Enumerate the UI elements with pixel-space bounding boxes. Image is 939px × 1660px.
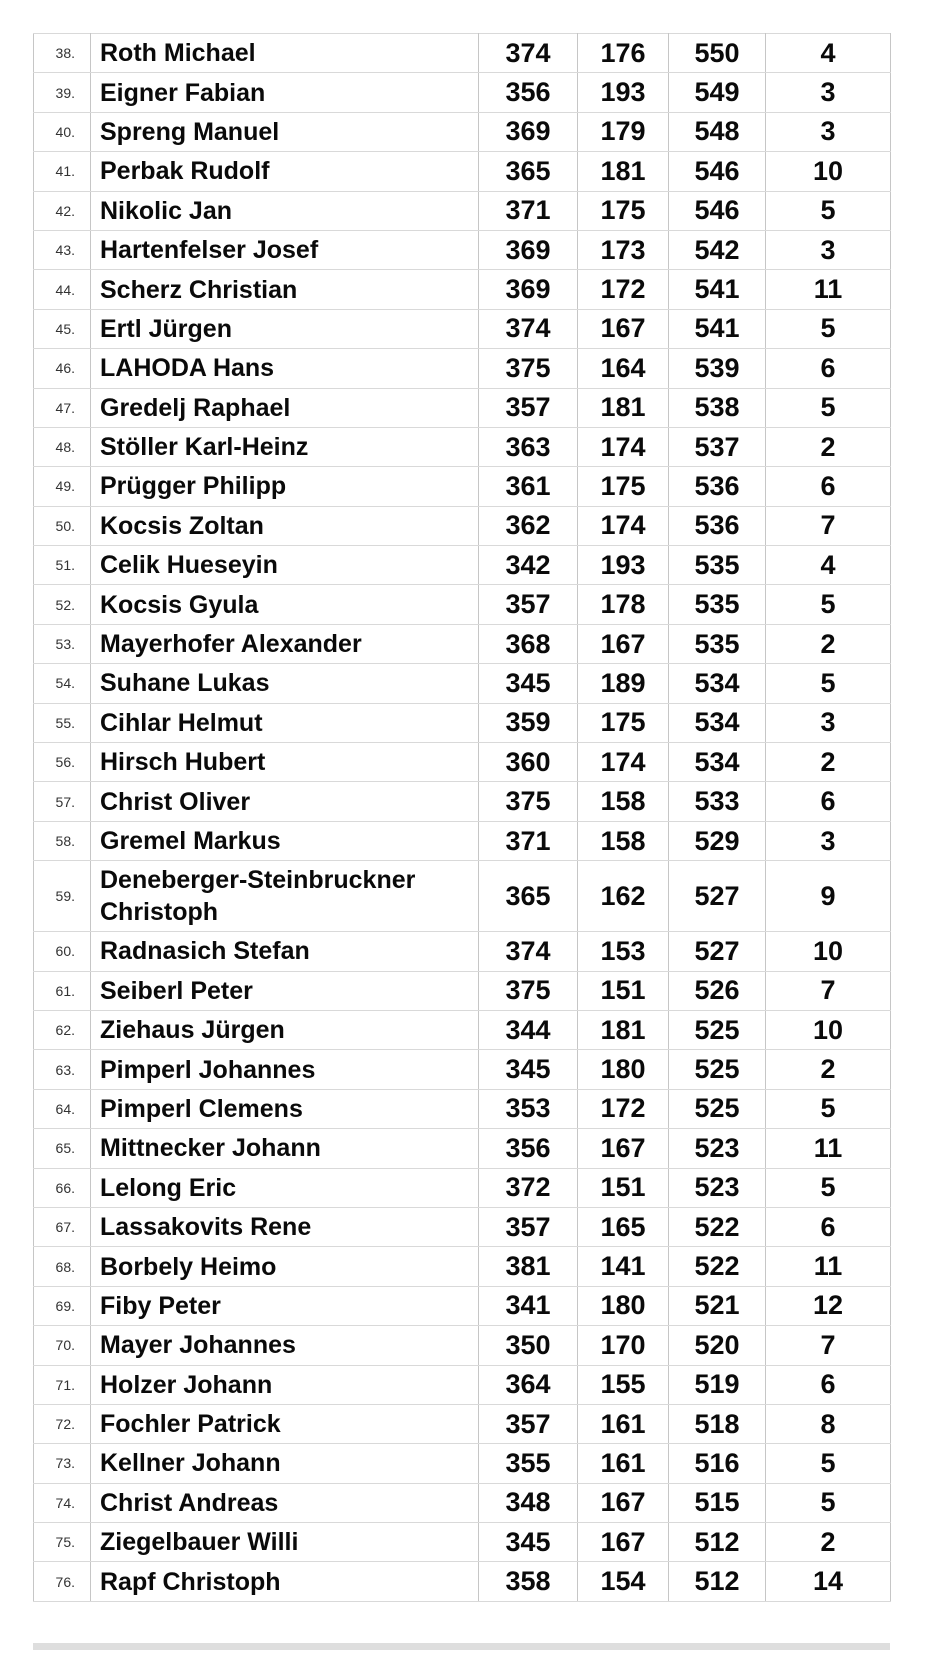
total-cell: 523: [669, 1129, 766, 1168]
score1-cell: 345: [479, 1523, 578, 1562]
table-row: [34, 1286, 891, 1325]
name-cell: Gremel Markus: [91, 821, 479, 860]
total-cell: 529: [669, 821, 766, 860]
rank-cell: 42.: [34, 191, 91, 230]
rank-cell: 55.: [34, 703, 91, 742]
name-cell: Deneberger-Steinbruckner Christoph: [91, 861, 479, 932]
table-row: [34, 1404, 891, 1443]
score1-cell: 375: [479, 971, 578, 1010]
name-cell: Mayerhofer Alexander: [91, 624, 479, 663]
score1-cell: 361: [479, 467, 578, 506]
table-row: [34, 1523, 891, 1562]
total-cell: 521: [669, 1286, 766, 1325]
score2-cell: 162: [578, 861, 669, 932]
cut-off-next-row: [33, 1643, 890, 1650]
rank-cell: 66.: [34, 1168, 91, 1207]
points-cell: 2: [766, 624, 891, 663]
table-row: [34, 506, 891, 545]
score1-cell: 365: [479, 152, 578, 191]
total-cell: 549: [669, 73, 766, 112]
points-cell: 5: [766, 1483, 891, 1522]
total-cell: 537: [669, 427, 766, 466]
rank-cell: 60.: [34, 932, 91, 971]
score1-cell: 358: [479, 1562, 578, 1601]
table-row: [34, 1483, 891, 1522]
points-cell: 6: [766, 1207, 891, 1246]
points-cell: 11: [766, 1129, 891, 1168]
name-cell: Eigner Fabian: [91, 73, 479, 112]
points-cell: 6: [766, 467, 891, 506]
score2-cell: 155: [578, 1365, 669, 1404]
points-cell: 3: [766, 821, 891, 860]
table-row: [34, 1207, 891, 1246]
rank-cell: 43.: [34, 230, 91, 269]
total-cell: 548: [669, 112, 766, 151]
table-row: [34, 34, 891, 73]
name-cell: Roth Michael: [91, 34, 479, 73]
rank-cell: 38.: [34, 34, 91, 73]
points-cell: 2: [766, 1523, 891, 1562]
score1-cell: 350: [479, 1326, 578, 1365]
score2-cell: 176: [578, 34, 669, 73]
score1-cell: 375: [479, 782, 578, 821]
total-cell: 538: [669, 388, 766, 427]
table-row: [34, 1365, 891, 1404]
name-cell: Ertl Jürgen: [91, 309, 479, 348]
name-cell: Radnasich Stefan: [91, 932, 479, 971]
rank-cell: 74.: [34, 1483, 91, 1522]
table-row: [34, 309, 891, 348]
name-cell: Kellner Johann: [91, 1444, 479, 1483]
score2-cell: 151: [578, 971, 669, 1010]
score2-cell: 170: [578, 1326, 669, 1365]
points-cell: 2: [766, 743, 891, 782]
score2-cell: 173: [578, 230, 669, 269]
table-row: [34, 230, 891, 269]
total-cell: 541: [669, 270, 766, 309]
rank-cell: 72.: [34, 1404, 91, 1443]
name-cell: Scherz Christian: [91, 270, 479, 309]
score1-cell: 368: [479, 624, 578, 663]
table-row: [34, 664, 891, 703]
score2-cell: 161: [578, 1404, 669, 1443]
score1-cell: 356: [479, 1129, 578, 1168]
table-row: [34, 152, 891, 191]
name-cell: Ziehaus Jürgen: [91, 1010, 479, 1049]
name-cell: Gredelj Raphael: [91, 388, 479, 427]
score1-cell: 342: [479, 546, 578, 585]
score2-cell: 153: [578, 932, 669, 971]
score2-cell: 193: [578, 546, 669, 585]
score1-cell: 374: [479, 932, 578, 971]
score2-cell: 175: [578, 703, 669, 742]
score1-cell: 360: [479, 743, 578, 782]
table-row: [34, 349, 891, 388]
score1-cell: 364: [479, 1365, 578, 1404]
score2-cell: 174: [578, 506, 669, 545]
score1-cell: 374: [479, 309, 578, 348]
total-cell: 533: [669, 782, 766, 821]
rank-cell: 59.: [34, 861, 91, 932]
name-cell: Stöller Karl-Heinz: [91, 427, 479, 466]
table-row: [34, 546, 891, 585]
rank-cell: 62.: [34, 1010, 91, 1049]
score1-cell: 369: [479, 270, 578, 309]
total-cell: 535: [669, 585, 766, 624]
total-cell: 546: [669, 152, 766, 191]
score1-cell: 344: [479, 1010, 578, 1049]
points-cell: 5: [766, 191, 891, 230]
rank-cell: 53.: [34, 624, 91, 663]
name-cell: Pimperl Clemens: [91, 1089, 479, 1128]
score1-cell: 345: [479, 664, 578, 703]
total-cell: 527: [669, 861, 766, 932]
rank-cell: 49.: [34, 467, 91, 506]
table-row: [34, 1247, 891, 1286]
results-table: [33, 33, 891, 1602]
total-cell: 546: [669, 191, 766, 230]
table-row: [34, 743, 891, 782]
score1-cell: 357: [479, 388, 578, 427]
rank-cell: 70.: [34, 1326, 91, 1365]
table-row: [34, 1562, 891, 1601]
total-cell: 534: [669, 743, 766, 782]
rank-cell: 39.: [34, 73, 91, 112]
total-cell: 542: [669, 230, 766, 269]
name-cell: Lassakovits Rene: [91, 1207, 479, 1246]
total-cell: 525: [669, 1089, 766, 1128]
name-cell: Borbely Heimo: [91, 1247, 479, 1286]
points-cell: 4: [766, 34, 891, 73]
score2-cell: 181: [578, 388, 669, 427]
name-cell: Celik Hueseyin: [91, 546, 479, 585]
table-row: [34, 624, 891, 663]
points-cell: 3: [766, 112, 891, 151]
score2-cell: 165: [578, 1207, 669, 1246]
score1-cell: 345: [479, 1050, 578, 1089]
score2-cell: 174: [578, 743, 669, 782]
score1-cell: 356: [479, 73, 578, 112]
score2-cell: 175: [578, 191, 669, 230]
results-table-body: [34, 34, 891, 1602]
table-row: [34, 1168, 891, 1207]
total-cell: 526: [669, 971, 766, 1010]
total-cell: 523: [669, 1168, 766, 1207]
table-row: [34, 821, 891, 860]
score1-cell: 369: [479, 112, 578, 151]
total-cell: 527: [669, 932, 766, 971]
score2-cell: 193: [578, 73, 669, 112]
rank-cell: 47.: [34, 388, 91, 427]
points-cell: 7: [766, 971, 891, 1010]
rank-cell: 76.: [34, 1562, 91, 1601]
score1-cell: 374: [479, 34, 578, 73]
table-row: [34, 585, 891, 624]
total-cell: 519: [669, 1365, 766, 1404]
table-row: [34, 270, 891, 309]
rank-cell: 63.: [34, 1050, 91, 1089]
name-cell: Nikolic Jan: [91, 191, 479, 230]
rank-cell: 65.: [34, 1129, 91, 1168]
name-cell: LAHODA Hans: [91, 349, 479, 388]
name-cell: Prügger Philipp: [91, 467, 479, 506]
rank-cell: 71.: [34, 1365, 91, 1404]
name-cell: Lelong Eric: [91, 1168, 479, 1207]
points-cell: 3: [766, 230, 891, 269]
score2-cell: 180: [578, 1050, 669, 1089]
score2-cell: 141: [578, 1247, 669, 1286]
name-cell: Cihlar Helmut: [91, 703, 479, 742]
table-row: [34, 703, 891, 742]
points-cell: 11: [766, 270, 891, 309]
score2-cell: 181: [578, 152, 669, 191]
total-cell: 520: [669, 1326, 766, 1365]
score1-cell: 355: [479, 1444, 578, 1483]
total-cell: 518: [669, 1404, 766, 1443]
name-cell: Christ Oliver: [91, 782, 479, 821]
score1-cell: 362: [479, 506, 578, 545]
score1-cell: 357: [479, 585, 578, 624]
score2-cell: 154: [578, 1562, 669, 1601]
table-row: [34, 467, 891, 506]
total-cell: 535: [669, 624, 766, 663]
score1-cell: 348: [479, 1483, 578, 1522]
rank-cell: 50.: [34, 506, 91, 545]
score2-cell: 181: [578, 1010, 669, 1049]
score2-cell: 167: [578, 1129, 669, 1168]
points-cell: 7: [766, 506, 891, 545]
name-cell: Perbak Rudolf: [91, 152, 479, 191]
total-cell: 516: [669, 1444, 766, 1483]
table-row: [34, 1326, 891, 1365]
points-cell: 5: [766, 664, 891, 703]
points-cell: 2: [766, 427, 891, 466]
rank-cell: 56.: [34, 743, 91, 782]
points-cell: 14: [766, 1562, 891, 1601]
points-cell: 10: [766, 932, 891, 971]
points-cell: 7: [766, 1326, 891, 1365]
table-row: [34, 1050, 891, 1089]
rank-cell: 75.: [34, 1523, 91, 1562]
score2-cell: 179: [578, 112, 669, 151]
points-cell: 6: [766, 349, 891, 388]
name-cell: Pimperl Johannes: [91, 1050, 479, 1089]
score2-cell: 180: [578, 1286, 669, 1325]
score2-cell: 167: [578, 1483, 669, 1522]
points-cell: 2: [766, 1050, 891, 1089]
points-cell: 10: [766, 152, 891, 191]
score1-cell: 371: [479, 191, 578, 230]
rank-cell: 45.: [34, 309, 91, 348]
table-row: [34, 112, 891, 151]
points-cell: 5: [766, 1168, 891, 1207]
name-cell: Suhane Lukas: [91, 664, 479, 703]
score1-cell: 357: [479, 1404, 578, 1443]
rank-cell: 57.: [34, 782, 91, 821]
name-cell: Spreng Manuel: [91, 112, 479, 151]
total-cell: 534: [669, 703, 766, 742]
rank-cell: 46.: [34, 349, 91, 388]
name-cell: Hartenfelser Josef: [91, 230, 479, 269]
rank-cell: 44.: [34, 270, 91, 309]
name-cell: Hirsch Hubert: [91, 743, 479, 782]
table-row: [34, 388, 891, 427]
points-cell: 12: [766, 1286, 891, 1325]
points-cell: 5: [766, 1444, 891, 1483]
rank-cell: 73.: [34, 1444, 91, 1483]
points-cell: 5: [766, 388, 891, 427]
total-cell: 525: [669, 1050, 766, 1089]
rank-cell: 58.: [34, 821, 91, 860]
total-cell: 534: [669, 664, 766, 703]
total-cell: 515: [669, 1483, 766, 1522]
name-cell: Rapf Christoph: [91, 1562, 479, 1601]
rank-cell: 51.: [34, 546, 91, 585]
rank-cell: 52.: [34, 585, 91, 624]
score1-cell: 372: [479, 1168, 578, 1207]
rank-cell: 64.: [34, 1089, 91, 1128]
name-cell: Ziegelbauer Willi: [91, 1523, 479, 1562]
name-cell: Fochler Patrick: [91, 1404, 479, 1443]
total-cell: 535: [669, 546, 766, 585]
name-cell: Kocsis Zoltan: [91, 506, 479, 545]
table-row: [34, 73, 891, 112]
score2-cell: 175: [578, 467, 669, 506]
rank-cell: 67.: [34, 1207, 91, 1246]
name-cell: Seiberl Peter: [91, 971, 479, 1010]
score1-cell: 353: [479, 1089, 578, 1128]
score1-cell: 371: [479, 821, 578, 860]
points-cell: 10: [766, 1010, 891, 1049]
total-cell: 522: [669, 1207, 766, 1246]
score2-cell: 172: [578, 270, 669, 309]
total-cell: 539: [669, 349, 766, 388]
rank-cell: 48.: [34, 427, 91, 466]
score1-cell: 357: [479, 1207, 578, 1246]
table-row: [34, 1010, 891, 1049]
total-cell: 536: [669, 467, 766, 506]
table-row: [34, 191, 891, 230]
score2-cell: 158: [578, 821, 669, 860]
name-cell: Christ Andreas: [91, 1483, 479, 1522]
total-cell: 512: [669, 1523, 766, 1562]
rank-cell: 54.: [34, 664, 91, 703]
rank-cell: 41.: [34, 152, 91, 191]
total-cell: 550: [669, 34, 766, 73]
table-row: [34, 427, 891, 466]
total-cell: 525: [669, 1010, 766, 1049]
score2-cell: 161: [578, 1444, 669, 1483]
table-row: [34, 971, 891, 1010]
score1-cell: 341: [479, 1286, 578, 1325]
points-cell: 8: [766, 1404, 891, 1443]
score2-cell: 167: [578, 309, 669, 348]
table-row: [34, 932, 891, 971]
name-cell: Holzer Johann: [91, 1365, 479, 1404]
points-cell: 6: [766, 1365, 891, 1404]
score1-cell: 363: [479, 427, 578, 466]
score2-cell: 158: [578, 782, 669, 821]
score2-cell: 174: [578, 427, 669, 466]
table-row: [34, 1089, 891, 1128]
points-cell: 5: [766, 1089, 891, 1128]
score1-cell: 375: [479, 349, 578, 388]
table-row: [34, 782, 891, 821]
points-cell: 5: [766, 585, 891, 624]
points-cell: 4: [766, 546, 891, 585]
table-row: [34, 1444, 891, 1483]
table-row: [34, 1129, 891, 1168]
total-cell: 541: [669, 309, 766, 348]
score2-cell: 172: [578, 1089, 669, 1128]
name-cell: Mayer Johannes: [91, 1326, 479, 1365]
score1-cell: 359: [479, 703, 578, 742]
points-cell: 5: [766, 309, 891, 348]
score2-cell: 167: [578, 1523, 669, 1562]
points-cell: 3: [766, 73, 891, 112]
name-cell: Fiby Peter: [91, 1286, 479, 1325]
rank-cell: 69.: [34, 1286, 91, 1325]
total-cell: 522: [669, 1247, 766, 1286]
total-cell: 512: [669, 1562, 766, 1601]
score2-cell: 178: [578, 585, 669, 624]
points-cell: 11: [766, 1247, 891, 1286]
points-cell: 6: [766, 782, 891, 821]
points-cell: 3: [766, 703, 891, 742]
name-cell: Kocsis Gyula: [91, 585, 479, 624]
score2-cell: 167: [578, 624, 669, 663]
rank-cell: 40.: [34, 112, 91, 151]
total-cell: 536: [669, 506, 766, 545]
score1-cell: 369: [479, 230, 578, 269]
score2-cell: 164: [578, 349, 669, 388]
score2-cell: 151: [578, 1168, 669, 1207]
points-cell: 9: [766, 861, 891, 932]
rank-cell: 61.: [34, 971, 91, 1010]
score2-cell: 189: [578, 664, 669, 703]
table-row: [34, 861, 891, 932]
score1-cell: 365: [479, 861, 578, 932]
score1-cell: 381: [479, 1247, 578, 1286]
rank-cell: 68.: [34, 1247, 91, 1286]
name-cell: Mittnecker Johann: [91, 1129, 479, 1168]
